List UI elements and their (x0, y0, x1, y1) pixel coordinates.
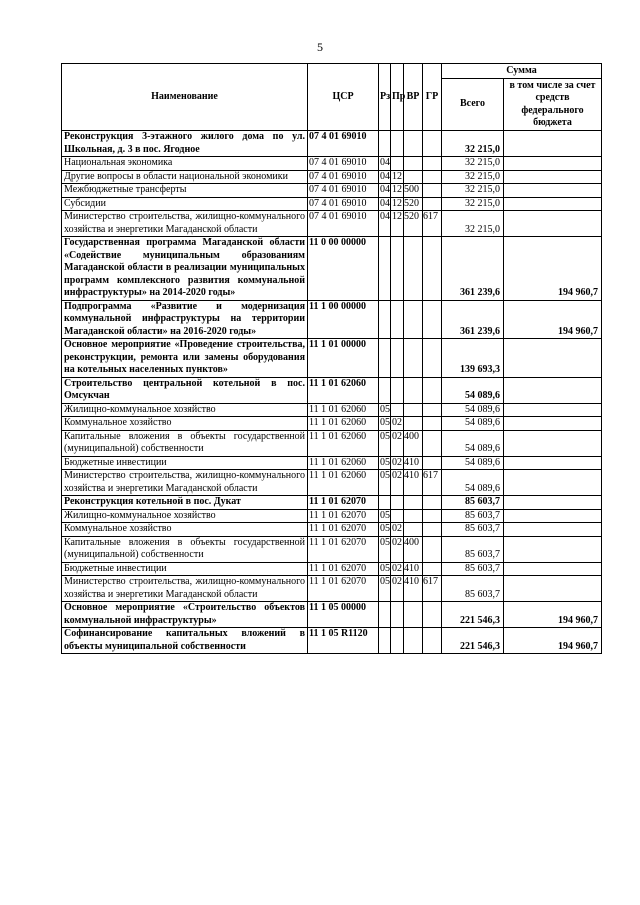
row-pr: 02 (392, 456, 402, 468)
row-gr (423, 300, 442, 339)
row-gr (423, 562, 442, 576)
table-row (62, 602, 602, 628)
row-federal (504, 430, 602, 456)
row-total: 221 546,3 (442, 628, 504, 654)
header-rz: Рз (379, 64, 391, 131)
row-name: Капитальные вложения в объекты государственной (муниципальной) собственности (62, 430, 308, 456)
row-vr (404, 157, 423, 171)
row-pr: 02 (391, 536, 404, 562)
table-row (62, 197, 602, 211)
row-federal (504, 170, 602, 184)
row-gr (423, 157, 442, 171)
row-gr (423, 339, 442, 378)
row-federal (504, 403, 602, 417)
row-rz (379, 339, 391, 378)
row-vr (404, 523, 423, 537)
table-row (62, 496, 602, 510)
header-sum: Сумма (442, 64, 602, 79)
header-gr: ГР (423, 64, 442, 131)
row-name: Национальная экономика (62, 157, 308, 171)
row-name: Капитальные вложения в объекты государственной (муниципальной) собственности (62, 536, 308, 562)
row-rz (379, 377, 391, 403)
row-vr (404, 170, 423, 184)
row-federal (504, 339, 602, 378)
header-vr: ВР (404, 64, 423, 131)
row-csr: 11 1 00 00000 (308, 300, 379, 339)
row-pr (391, 602, 404, 628)
row-csr: 11 1 01 62070 (308, 496, 379, 510)
row-name: Министерство строительства, жилищно-коммунального хозяйства и энергетики Магаданской области (62, 211, 308, 237)
row-rz: 05 (380, 509, 390, 521)
header-csr: ЦСР (308, 64, 379, 131)
table-row (62, 576, 602, 602)
row-gr (423, 456, 442, 470)
row-federal: 194 960,7 (504, 628, 602, 654)
row-csr: 07 4 01 69010 (308, 157, 379, 171)
row-vr: 400 (404, 430, 423, 456)
row-name: Бюджетные инвестиции (62, 562, 308, 576)
row-pr (391, 496, 404, 510)
row-federal (504, 131, 602, 157)
row-csr: 11 1 01 62060 (308, 456, 379, 470)
row-federal: 194 960,7 (504, 237, 602, 301)
row-vr (404, 509, 423, 523)
row-vr (404, 417, 423, 431)
row-vr: 500 (404, 184, 423, 198)
table-row (62, 237, 602, 301)
row-pr (391, 628, 404, 654)
row-csr: 07 4 01 69010 (308, 197, 379, 211)
row-pr (391, 300, 404, 339)
row-vr (404, 602, 423, 628)
row-vr (404, 237, 423, 301)
row-total: 32 215,0 (442, 131, 504, 157)
row-gr (423, 430, 442, 456)
row-vr (404, 300, 423, 339)
row-gr (423, 403, 442, 417)
row-total: 32 215,0 (442, 184, 504, 198)
row-gr: 617 (423, 470, 442, 496)
row-pr (391, 509, 404, 523)
row-name: Субсидии (62, 197, 308, 211)
row-pr: 02 (392, 523, 402, 534)
row-gr (423, 377, 442, 403)
row-federal (504, 377, 602, 403)
row-pr (391, 339, 404, 378)
row-gr: 617 (423, 211, 442, 237)
row-rz: 04 (380, 170, 390, 182)
row-rz: 05 (379, 470, 391, 496)
row-rz: 05 (380, 403, 390, 415)
row-gr (423, 184, 442, 198)
row-gr (423, 496, 442, 510)
row-name: Софинансирование капитальных вложений в объекты муниципальной собственности (62, 628, 308, 654)
row-gr (423, 523, 442, 537)
row-federal (504, 496, 602, 510)
row-total: 54 089,6 (442, 430, 504, 456)
row-federal (504, 211, 602, 237)
table-row (62, 417, 602, 431)
row-csr: 07 4 01 69010 (308, 170, 379, 184)
row-csr: 07 4 01 69010 (308, 184, 379, 198)
row-rz (379, 602, 391, 628)
row-total: 54 089,6 (442, 456, 504, 470)
row-vr (404, 628, 423, 654)
row-csr: 11 1 01 62070 (308, 509, 379, 523)
row-csr: 11 1 01 62060 (308, 470, 379, 496)
row-vr (404, 496, 423, 510)
table-row (62, 536, 602, 562)
row-total: 85 603,7 (442, 576, 504, 602)
row-rz: 04 (380, 197, 390, 209)
row-name: Министерство строительства, жилищно-коммунального хозяйства и энергетики Магаданской области (62, 576, 308, 602)
table-row (62, 211, 602, 237)
row-vr: 520 (404, 197, 423, 211)
row-csr: 11 1 01 00000 (308, 339, 379, 378)
row-pr: 02 (391, 430, 404, 456)
row-csr: 07 4 01 69010 (308, 211, 379, 237)
row-csr: 11 1 05 R1120 (308, 628, 379, 654)
row-federal (504, 417, 602, 431)
table-row (62, 456, 602, 470)
row-pr: 12 (392, 197, 402, 209)
row-vr: 520 (404, 211, 423, 237)
row-rz: 05 (380, 562, 390, 574)
table-row (62, 470, 602, 496)
row-rz (379, 628, 391, 654)
row-pr (391, 131, 404, 157)
row-total: 85 603,7 (442, 562, 504, 576)
table-row (62, 403, 602, 417)
row-total: 32 215,0 (442, 157, 504, 171)
row-total: 85 603,7 (442, 536, 504, 562)
row-pr: 12 (391, 211, 404, 237)
row-csr: 07 4 01 69010 (308, 131, 379, 157)
row-federal (504, 470, 602, 496)
table-row (62, 157, 602, 171)
row-rz (379, 131, 391, 157)
row-pr (391, 237, 404, 301)
row-total: 54 089,6 (442, 377, 504, 403)
header-name: Наименование (62, 64, 308, 131)
row-name: Коммунальное хозяйство (62, 523, 308, 537)
row-name: Реконструкция котельной в пос. Дукат (62, 496, 308, 510)
row-csr: 11 1 01 62070 (308, 562, 379, 576)
header-pr: Пр (391, 64, 404, 131)
row-name: Бюджетные инвестиции (62, 456, 308, 470)
row-vr: 410 (404, 456, 423, 470)
row-vr (404, 403, 423, 417)
row-rz (379, 300, 391, 339)
row-total: 85 603,7 (442, 496, 504, 510)
row-vr: 410 (404, 562, 423, 576)
row-rz: 05 (380, 523, 390, 534)
table-row (62, 430, 602, 456)
table-row (62, 170, 602, 184)
row-federal (504, 197, 602, 211)
table-row (62, 300, 602, 339)
row-pr: 12 (392, 184, 402, 195)
row-gr (423, 602, 442, 628)
table-row (62, 131, 602, 157)
row-name: Другие вопросы в области национальной экономики (62, 170, 308, 184)
row-csr: 11 1 05 00000 (308, 602, 379, 628)
row-gr (423, 237, 442, 301)
row-gr (423, 417, 442, 431)
row-gr (423, 170, 442, 184)
row-federal (504, 576, 602, 602)
row-vr (404, 131, 423, 157)
row-vr (404, 377, 423, 403)
budget-table (61, 63, 602, 654)
row-total: 139 693,3 (442, 339, 504, 378)
row-federal (504, 562, 602, 576)
row-gr (423, 197, 442, 211)
row-rz: 05 (380, 417, 390, 428)
row-federal (504, 157, 602, 171)
row-federal (504, 536, 602, 562)
row-total: 85 603,7 (442, 523, 504, 537)
row-gr (423, 628, 442, 654)
table-row (62, 628, 602, 654)
row-csr: 11 1 01 62060 (308, 417, 379, 431)
row-rz: 05 (379, 536, 391, 562)
row-vr (404, 339, 423, 378)
row-total: 221 546,3 (442, 602, 504, 628)
row-total: 54 089,6 (442, 403, 504, 417)
row-pr (391, 157, 404, 171)
row-csr: 11 1 01 62070 (308, 523, 379, 537)
row-pr: 12 (392, 170, 402, 182)
row-gr: 617 (423, 576, 442, 602)
table-row (62, 339, 602, 378)
row-name: Основное мероприятие «Строительство объектов коммунальной инфраструктуры» (62, 602, 308, 628)
row-rz (379, 237, 391, 301)
row-gr (423, 509, 442, 523)
row-pr: 02 (392, 417, 402, 428)
row-name: Министерство строительства, жилищно-коммунального хозяйства и энергетики Магаданской области (62, 470, 308, 496)
row-total: 361 239,6 (442, 237, 504, 301)
row-pr (391, 377, 404, 403)
row-federal (504, 456, 602, 470)
row-rz: 05 (379, 430, 391, 456)
table-row (62, 562, 602, 576)
row-rz: 05 (380, 456, 390, 468)
row-csr: 11 1 01 62060 (308, 377, 379, 403)
row-federal: 194 960,7 (504, 300, 602, 339)
row-name: Строительство центральной котельной в пос. Омсукчан (62, 377, 308, 403)
row-name: Жилищно-коммунальное хозяйство (62, 509, 308, 523)
row-vr: 400 (404, 536, 423, 562)
row-name: Основное мероприятие «Проведение строительства, реконструкции, ремонта или замены оборудования на котельных населенных пунктов» (62, 339, 308, 378)
table-row (62, 377, 602, 403)
table-row (62, 523, 602, 537)
row-pr (391, 403, 404, 417)
row-rz: 04 (379, 211, 391, 237)
row-gr (423, 536, 442, 562)
row-vr: 410 (404, 470, 423, 496)
row-name: Межбюджетные трансферты (62, 184, 308, 198)
table-row (62, 184, 602, 198)
row-name: Реконструкция 3-этажного жилого дома по ул. Школьная, д. 3 в пос. Ягодное (62, 131, 308, 157)
row-pr: 02 (392, 562, 402, 574)
row-rz: 04 (380, 157, 390, 168)
header-total: Всего (442, 79, 504, 131)
row-federal: 194 960,7 (504, 602, 602, 628)
page-number: 5 (317, 40, 323, 54)
row-rz (379, 496, 391, 510)
row-total: 54 089,6 (442, 470, 504, 496)
header-federal: в том числе за счет средств федерального бюджета (504, 79, 602, 131)
row-total: 54 089,6 (442, 417, 504, 431)
row-csr: 11 1 01 62070 (308, 576, 379, 602)
table-row (62, 509, 602, 523)
table-body (62, 131, 602, 654)
row-vr: 410 (404, 576, 423, 602)
row-federal (504, 523, 602, 537)
row-federal (504, 184, 602, 198)
row-csr: 11 0 00 00000 (308, 237, 379, 301)
row-federal (504, 509, 602, 523)
row-csr: 11 1 01 62060 (308, 403, 379, 417)
row-total: 85 603,7 (442, 509, 504, 523)
row-gr (423, 131, 442, 157)
row-total: 361 239,6 (442, 300, 504, 339)
row-rz: 05 (379, 576, 391, 602)
row-name: Государственная программа Магаданской области «Содействие муниципальным образованиям Магаданской области в реализации муниципальных программ комплексного развития коммунальной инфраструктуры» на 2014-2020 годы» (62, 237, 308, 301)
row-name: Подпрограмма «Развитие и модернизация коммунальной инфраструктуры на территории Магаданской области» на 2016-2020 годы» (62, 300, 308, 339)
row-total: 32 215,0 (442, 170, 504, 184)
row-total: 32 215,0 (442, 211, 504, 237)
row-name: Коммунальное хозяйство (62, 417, 308, 431)
row-csr: 11 1 01 62060 (308, 430, 379, 456)
row-pr: 02 (391, 470, 404, 496)
row-name: Жилищно-коммунальное хозяйство (62, 403, 308, 417)
row-pr: 02 (391, 576, 404, 602)
row-total: 32 215,0 (442, 197, 504, 211)
row-csr: 11 1 01 62070 (308, 536, 379, 562)
row-rz: 04 (380, 184, 390, 195)
